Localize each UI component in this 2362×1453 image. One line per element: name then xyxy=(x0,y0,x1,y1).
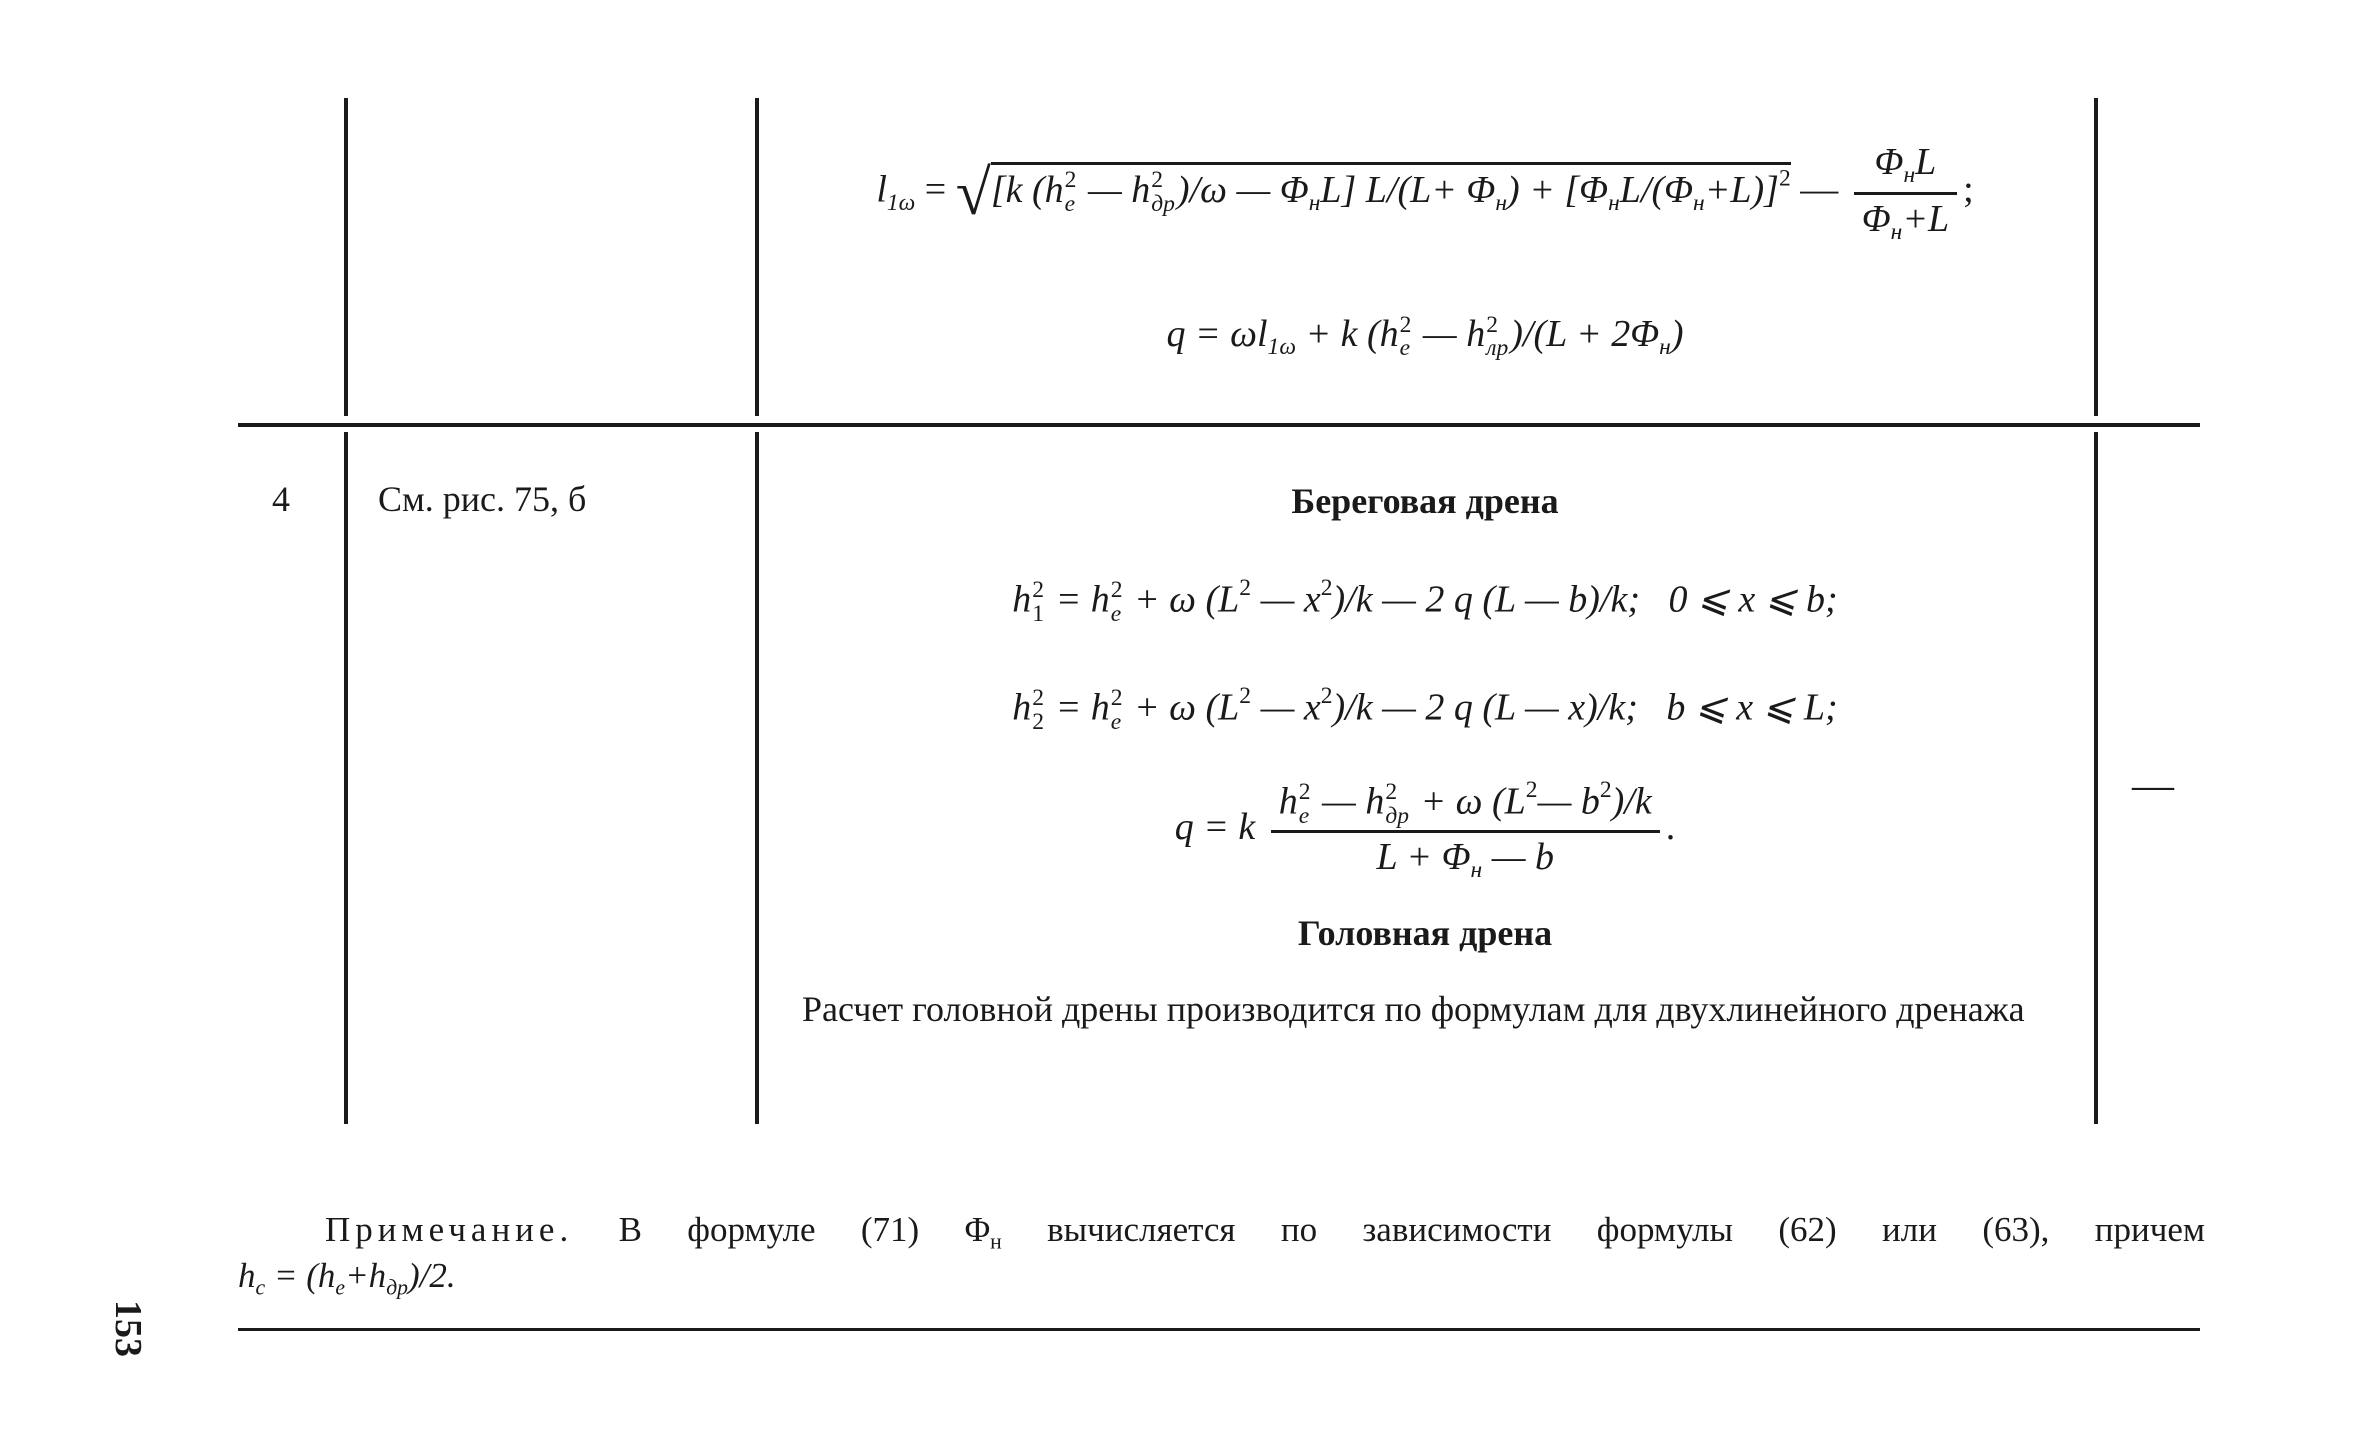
table-line-mid-top xyxy=(755,98,759,416)
bottom-rule xyxy=(238,1328,2200,1331)
fraction-fn-l: $\frac{\Phi_нL}{\Phi_н+L}$ xyxy=(1854,140,1957,246)
heading-bank-drain: Береговая дрена xyxy=(1291,481,1559,521)
note-line-1: Примечание. В формуле (71) $\Phi_н$ вычисляется по зависимости формулы (62) или (63), причем xyxy=(325,1210,2206,1254)
heading-head-drain: Головная дрена xyxy=(1297,913,1553,953)
formula-l1w: $l_{1\omega} = √[k$ (h 2 e — h 2 др )/ω — $\Phi_нL$] $L/(L+ \Phi_н) + [\Phi_нL/(\Phi_н+L)]^2$ — $\frac{\Phi_нL}{\Phi_н+L}$ ; xyxy=(876,141,1974,245)
row-number: 4 xyxy=(272,479,290,519)
formula-q-row4: q = k h 2 e — h 2 др + ω ($L^2—$ $b^2)/k$ $L + \Phi_н$ — b . xyxy=(1174,777,1676,884)
table-line-right-top xyxy=(2094,98,2098,416)
radicand: [k (h 2 e — h 2 др )/ω — $\Phi_нL$] $L/(L+ \Phi_н) + [\Phi_нL/(\Phi_н+L)]^2$ xyxy=(991,162,1791,211)
empty-cell-dash: — xyxy=(2132,763,2174,809)
figure-reference: См. рис. 75, б xyxy=(378,479,587,519)
table-line-left-top xyxy=(344,98,348,416)
page-number: 153 xyxy=(107,1300,149,1357)
fraction-q: h 2 e — h 2 др + ω ($L^2—$ $b^2)/k$ $L + \Phi_н$ — b xyxy=(1271,776,1660,885)
formula-q-row3: $q = \omega l_{1\omega} + k$ (h 2 e — h 2 лр )$/(L + 2\Phi_н)$ xyxy=(1166,311,1684,362)
table-line-right-bottom xyxy=(2094,432,2098,1124)
formula-h2: h 2 2 = h 2 e + ω ($L^2$ — $x^2)/k$ — 2 q (L — x)/k; b ⩽ x ⩽ L; xyxy=(1012,683,1838,735)
table-line-left-bottom xyxy=(344,432,348,1124)
table-line-mid-bottom xyxy=(755,432,759,1124)
row-separator xyxy=(238,423,2200,427)
note-line-2: $h_c = (h_e+h_{др})/2$. xyxy=(238,1256,456,1300)
formula-h1: h 2 1 = h 2 e + ω ($L^2$ — $x^2)/k$ — 2 q (L — b)/k; 0 ⩽ x ⩽ b; xyxy=(1012,575,1838,627)
sqrt-icon: √ xyxy=(955,157,991,228)
note-label: Примечание. xyxy=(325,1210,574,1249)
head-drain-paragraph: Расчет головной дрены производится по формулам для двухлинейного дренажа xyxy=(802,989,2025,1029)
